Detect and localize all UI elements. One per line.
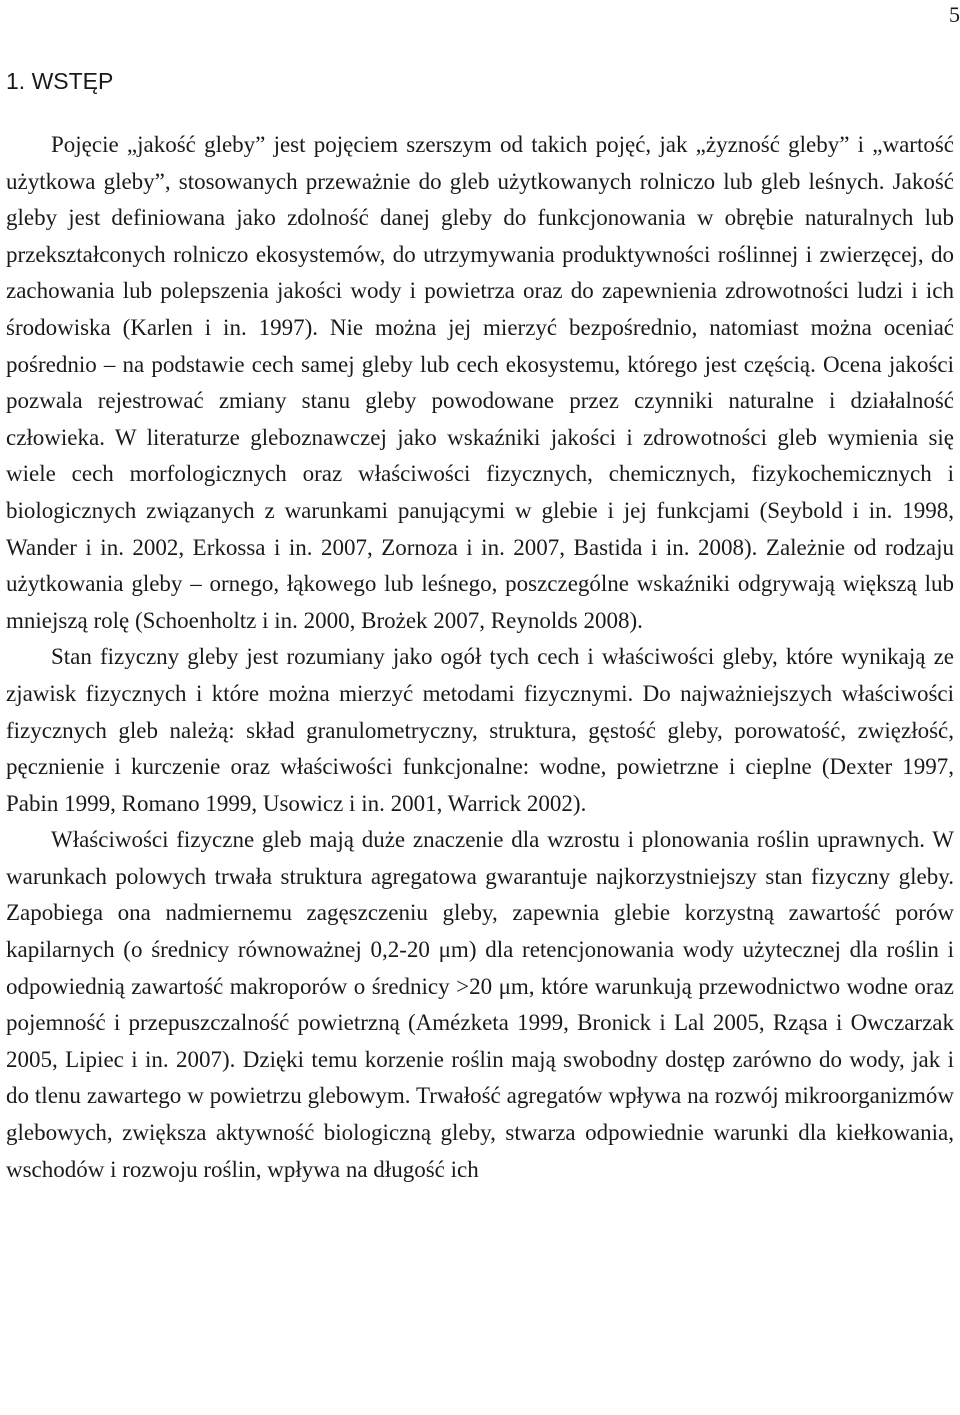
body-text: [6, 127, 954, 1188]
paragraph-physical-properties: Właściwości fizyczne gleb mają duże znaczenie dla wzrostu i plonowania roślin uprawnych. W warunkach polowych trwała struktura agregatowa gwarantuje najkorzystniejszy stan fizyczny gleby. Zapobiega ona nadmiernemu zagęszczeniu gleby, zapewnia glebie korzystną zawartość porów kapilarnych (o średnicy równoważnej 0,2-20 μm) dla retencjonowania wody użytecznej dla roślin i odpowiednią zawartość makroporów o średnicy >20 μm, które warunkują przewodnictwo wodne oraz pojemność i przepuszczalność powietrzną (Amézketa 1999, Bronick i Lal 2005, Rząsa i Owczarzak 2005, Lipiec i in. 2007). Dzięki temu korzenie roślin mają swobodny dostęp zarówno do wody, jak i do tlenu zawartego w powietrzu glebowym. Trwałość agregatów wpływa na rozwój mikroorganizmów glebowych, zwiększa aktywność biologiczną gleby, stwarza odpowiednie warunki dla kiełkowania, wschodów i rozwoju roślin, wpływa na długość ich: [6, 827, 954, 1182]
paragraph-physical-state: Stan fizyczny gleby jest rozumiany jako ogół tych cech i właściwości gleby, które wynikają ze zjawisk fizycznych i które można mierzyć metodami fizycznymi. Do najważniejszych właściwości fizycznych gleb należą: skład granulometryczny, struktura, gęstość gleby, porowatość, zwięzłość, pęcznienie i kurczenie oraz właściwości funkcjonalne: wodne, powietrzne i cieplne (Dexter 1997, Pabin 1999, Romano 1999, Usowicz i in. 2001, Warrick 2002).: [6, 644, 954, 816]
page-number: 5: [949, 2, 960, 27]
paragraph-soil-quality: Pojęcie „jakość gleby” jest pojęciem szerszym od takich pojęć, jak „żyzność gleby” i „wartość użytkowa gleby”, stosowanych przeważnie do gleb użytkowanych rolniczo lub gleb leśnych. Jakość gleby jest definiowana jako zdolność danej gleby do funkcjonowania w obrębie naturalnych lub przekształconych rolniczo ekosystemów, do utrzymywania produktywności roślinnej i zwierzęcej, do zachowania lub polepszenia jakości wody i powietrza oraz do zapewnienia zdrowotności ludzi i ich środowiska (Karlen i in. 1997). Nie można jej mierzyć bezpośrednio, natomiast można oceniać pośrednio – na podstawie cech samej gleby lub cech ekosystemu, którego jest częścią. Ocena jakości pozwala rejestrować zmiany stanu gleby powodowane przez czynniki naturalne i działalność człowieka. W literaturze gleboznawczej jako wskaźniki jakości i zdrowotności gleb wymienia się wiele cech morfologicznych oraz właściwości fizycznych, chemicznych, fizykochemicznych i biologicznych związanych z warunkami panującymi w glebie i jej funkcjami (Seybold i in. 1998, Wander i in. 2002, Erkossa i in. 2007, Zornoza i in. 2007, Bastida i in. 2008). Zależnie od rodzaju użytkowania gleby – ornego, łąkowego lub leśnego, poszczególne wskaźniki odgrywają większą lub mniejszą rolę (Schoenholtz i in. 2000, Brożek 2007, Reynolds 2008).: [6, 132, 954, 633]
section-heading: 1. WSTĘP: [6, 68, 114, 94]
